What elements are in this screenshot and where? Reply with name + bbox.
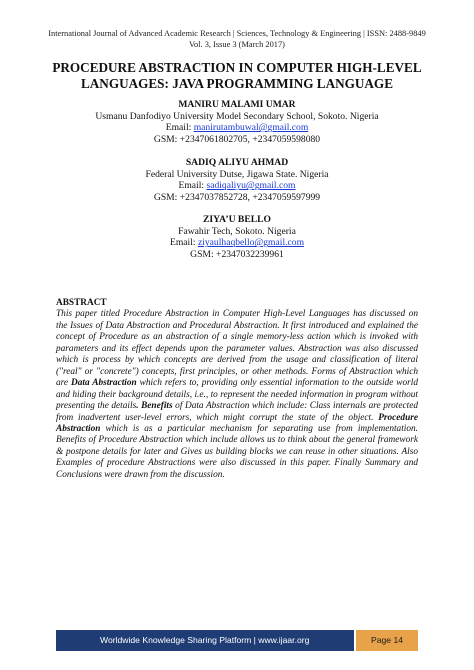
abstract-text: which is as a particular mechanism for separating use from implementation. Benefits of Procedure Abstraction which include allows us to think about the general framework & postpone details for later and Gives us building blocks we can reuse in other situations. Also Examples of procedure Abstractions were also discussed in this paper. Finally Summary and Conclusions were drawn from the discussion. bbox=[56, 423, 418, 480]
abstract-emphasis: . Benefits bbox=[136, 401, 173, 412]
author-name: MANIRU MALAMI UMAR bbox=[178, 99, 296, 110]
abstract-text: This paper titled Procedure Abstraction in Computer High-Level Languages has discussed on the Issues of Data Abstraction and Procedural Abstraction. It first introduced and explained the concept of Procedure as an abstraction of a single memory-less action which is invoked with parameters and its effect depends upon the parameter values. Abstraction was also discussed which is process by which concepts are derived from the usage and classification of literal ("real" or "concrete") concepts, first principles, or other methods. Forms of Abstraction which are bbox=[56, 309, 418, 389]
author-gsm: GSM: +2347061802705, +2347059598080 bbox=[153, 133, 321, 145]
email-label: Email: bbox=[169, 237, 196, 249]
journal-header-line2: Vol. 3, Issue 3 (March 2017) bbox=[189, 40, 285, 49]
author-email-line bbox=[20, 122, 454, 134]
author-email-link[interactable]: sadiqaliyu@gmail.com bbox=[206, 180, 296, 192]
footer-text: Worldwide Knowledge Sharing Platform | www.ijaar.org bbox=[100, 635, 310, 645]
author-gsm: GSM: +2347032239961 bbox=[190, 248, 284, 260]
author-affiliation: Federal University Dutse, Jigawa State. Nigeria bbox=[145, 168, 329, 180]
author-email-link[interactable]: ziyaulhaqbello@gmail.com bbox=[197, 237, 305, 249]
author-block-2 bbox=[20, 157, 454, 203]
author-email-line bbox=[20, 237, 454, 249]
journal-header bbox=[20, 28, 454, 50]
author-name: ZIYA’U BELLO bbox=[203, 214, 271, 225]
abstract-text: of Data Abstraction which include: Class internals are protected from inadvertent user-level errors, which might corrupt the state of the object. bbox=[56, 401, 418, 423]
journal-header-line1: International Journal of Advanced Academic Research | Sciences, Technology & Engineering | ISSN: 2488-9849 bbox=[48, 29, 426, 38]
email-label: Email: bbox=[178, 180, 205, 192]
author-affiliation: Fawahir Tech, Sokoto. Nigeria bbox=[178, 225, 296, 237]
abstract-body bbox=[56, 309, 418, 481]
abstract-text: which refers to, providing only essential information to the outside world and hiding their background details, i.e., to represent the needed information in program without presenting the details bbox=[56, 378, 418, 412]
page-footer bbox=[56, 630, 418, 651]
paper-title-line2: LANGUAGES: JAVA PROGRAMMING LANGUAGE bbox=[80, 75, 393, 91]
abstract-section bbox=[56, 298, 418, 481]
email-label: Email: bbox=[165, 122, 192, 134]
paper-title-line1: PROCEDURE ABSTRACTION IN COMPUTER HIGH-LEVEL bbox=[52, 60, 422, 75]
abstract-emphasis: Data Abstraction bbox=[71, 378, 137, 389]
author-name: SADIQ ALIYU AHMAD bbox=[185, 157, 289, 168]
paper-title bbox=[20, 60, 454, 91]
author-block-3 bbox=[20, 214, 454, 260]
abstract-emphasis: Procedure Abstraction bbox=[56, 412, 418, 434]
page-number: Page 14 bbox=[354, 630, 418, 651]
abstract-heading: ABSTRACT bbox=[56, 298, 107, 308]
author-gsm: GSM: +2347037852728, +2347059597999 bbox=[153, 191, 321, 203]
author-email-line bbox=[20, 180, 454, 192]
author-email-link[interactable]: manirutambuwal@gmail.com bbox=[193, 122, 309, 134]
author-affiliation: Usmanu Danfodiyo University Model Secondary School, Sokoto. Nigeria bbox=[95, 110, 379, 122]
author-block-1 bbox=[20, 99, 454, 145]
